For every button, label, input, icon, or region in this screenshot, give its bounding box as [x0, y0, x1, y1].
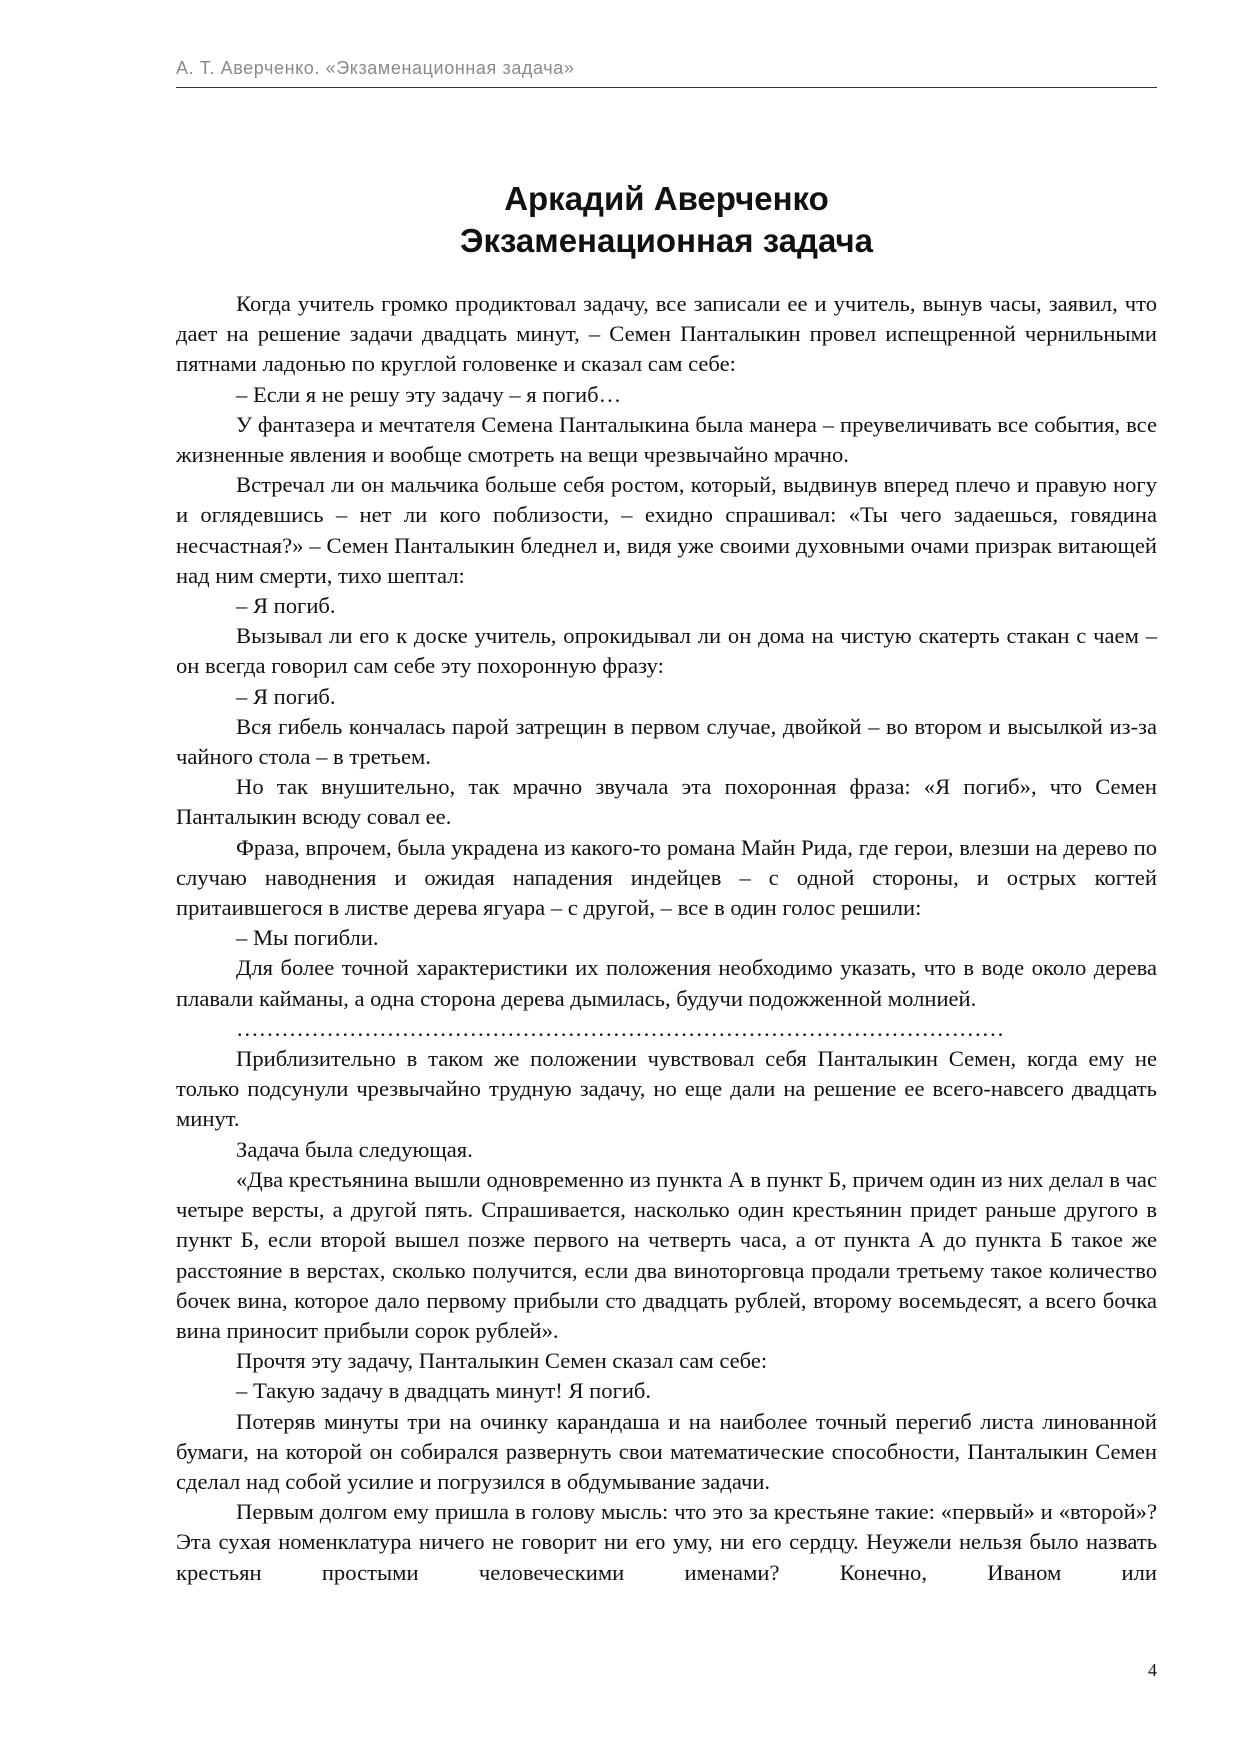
- paragraph: – Если я не решу эту задачу – я погиб…: [236, 381, 622, 407]
- paragraph: – Такую задачу в двадцать минут! Я погиб.: [236, 1378, 652, 1404]
- paragraph: Вызывал ли его к доске учитель, опрокидывал ли он дома на чистую скатерть стакан с чаем – он всегда говорил сам себе эту похоронную фразу:: [176, 623, 1157, 679]
- paragraph: Вся гибель кончалась парой затрещин в первом случае, двойкой – во втором и высылкой из-за чайного стола – в третьем.: [176, 713, 1157, 770]
- paragraph: Первым долгом ему пришла в голову мысль: что это за крестьяне такие: «первый» и «второй»? Эта сухая номенклатура ничего не говорит ни его уму, ни его сердцу. Неужели нельзя было назвать крестьян простыми человеческими именами? Конечно, Иваном или: [176, 1499, 1157, 1585]
- story-title: Экзаменационная задача: [459, 222, 874, 259]
- paragraph: – Я погиб.: [236, 593, 336, 619]
- paragraph: «Два крестьянина вышли одновременно из пункта А в пункт Б, причем один из них делал в час четыре версты, а другой пять. Спрашивается, насколько один крестьянин придет раньше другого в пункт Б, если второй вышел позже первого на четверть часа, а от пункта А до пункта Б такое же расстояние в верстах, сколько получится, если два виноторговца продали третьему такое количество бочек вина, которое дало первому прибыли сто двадцать рублей, второму восемьдесят, а всего бочка вина приносит прибыли сорок рублей».: [176, 1166, 1157, 1343]
- running-head: А. Т. Аверченко. «Экзаменационная задача»: [176, 58, 575, 78]
- header-rule: [176, 87, 1157, 88]
- paragraph: У фантазера и мечтателя Семена Панталыкина была манера – преувеличивать все события, все жизненные явления и вообще смотреть на вещи чрезвычайно мрачно.: [176, 411, 1157, 468]
- page-number: 4: [1148, 1660, 1157, 1680]
- author-name: Аркадий Аверченко: [504, 180, 829, 217]
- paragraph: Фраза, впрочем, была украдена из какого-то романа Майн Рида, где герои, влезши на дерево по случаю наводнения и ожидая нападения индейцев – с одной стороны, и острых когтей притаившегося в листве дерева ягуара – с другой, – все в один голос решили:: [176, 834, 1157, 921]
- paragraph: Прочтя эту задачу, Панталыкин Семен сказал сам себе:: [236, 1348, 768, 1374]
- paragraph: – Я погиб.: [236, 683, 336, 709]
- paragraph: Приблизительно в таком же положении чувствовал себя Панталыкин Семен, когда ему не только подсунули чрезвычайно трудную задачу, но еще дали на решение ее всего-навсего двадцать минут.: [176, 1046, 1157, 1132]
- paragraph: Но так внушительно, так мрачно звучала эта похоронная фраза: «Я погиб», что Семен Панталыкин всюду совал ее.: [176, 774, 1157, 830]
- paragraph: Задача была следующая.: [236, 1136, 473, 1162]
- story-body: [176, 289, 1157, 1588]
- section-break-dots: …………………………………………………………………………………………: [236, 1015, 1005, 1041]
- paragraph: Потеряв минуты три на очинку карандаша и на наиболее точный перегиб листа линованной бумаги, на которой он собирался развернуть свои математические способности, Панталыкин Семен сделал над собой усилие и погрузился в обдумывание задачи.: [176, 1408, 1157, 1494]
- paragraph: – Мы погибли.: [236, 925, 379, 951]
- paragraph: Для более точной характеристики их положения необходимо указать, что в воде около дерева плавали кайманы, а одна сторона дерева дымилась, будучи подожженной молнией.: [176, 955, 1157, 1011]
- page-title: [176, 178, 1157, 262]
- paragraph: Встречал ли он мальчика больше себя ростом, который, выдвинув вперед плечо и правую ногу и оглядевшись – нет ли кого поблизости, – ехидно спрашивал: «Ты чего задаешься, говядина несчастная?» – Семен Панталыкин бледнел и, видя уже своими духовными очами призрак витающей над ним смерти, тихо шептал:: [176, 472, 1157, 588]
- paragraph: Когда учитель громко продиктовал задачу, все записали ее и учитель, вынув часы, заявил, что дает на решение задачи двадцать минут, – Семен Панталыкин провел испещренной чернильными пятнами ладонью по круглой головенке и сказал сам себе:: [176, 291, 1157, 377]
